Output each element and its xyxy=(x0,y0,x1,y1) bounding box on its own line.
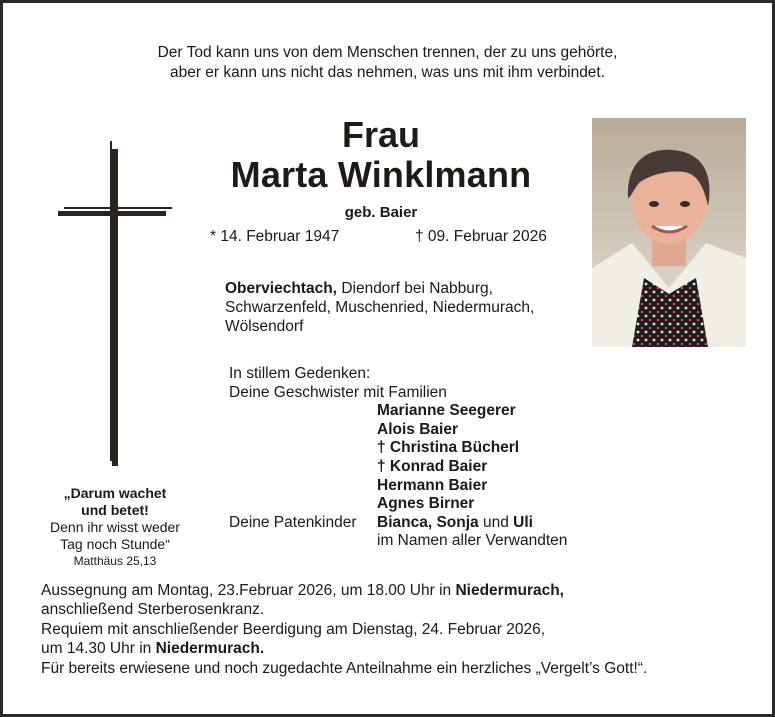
mourner-name: † Konrad Baier xyxy=(377,457,488,475)
bible-line-1: „Darum wachet xyxy=(63,485,167,501)
places-rest: Diendorf bei Nabburg, xyxy=(341,280,493,297)
godchildren-names: Bianca, Sonja xyxy=(377,513,479,531)
closing-row xyxy=(229,532,567,551)
mourners-intro: In stillem Gedenken: xyxy=(229,365,371,382)
bible-line-4: Tag noch Stunde“ xyxy=(60,536,170,552)
bible-line-3: Denn ihr wisst weder xyxy=(50,519,180,535)
deceased-name: Marta Winklmann xyxy=(230,154,532,195)
funeral-details xyxy=(41,581,647,678)
footer-line-2: anschließend Sterberosenkranz. xyxy=(41,601,265,619)
blessing-place: Niedermurach, xyxy=(455,582,564,599)
mourner-name: Hermann Baier xyxy=(377,476,488,494)
godchildren-last: Uli xyxy=(513,513,533,531)
quote-line-2: aber er kann uns nicht das nehmen, was uns mit ihm verbindet. xyxy=(169,64,606,81)
mourner-row xyxy=(229,477,567,496)
places-line-2: Schwarzenfeld, Muschenried, Niedermurach, xyxy=(225,299,535,316)
godchildren-label: Deine Patenkinder xyxy=(229,513,357,531)
deceased-title: Frau xyxy=(341,114,420,155)
footer-line-3: Requiem mit anschließender Beerdigung am Dienstag, 24. Februar 2026, xyxy=(41,620,546,638)
places-line-3: Wölsendorf xyxy=(225,318,304,335)
mourner-name: Agnes Birner xyxy=(377,495,475,513)
places-line-1 xyxy=(225,279,534,298)
mourner-name: Marianne Seegerer xyxy=(377,402,516,420)
mourner-row xyxy=(229,458,567,477)
requiem-time: um 14.30 Uhr in xyxy=(41,640,152,658)
bible-line-2: und betet! xyxy=(81,502,149,518)
mourner-row xyxy=(229,402,567,421)
mourner-row xyxy=(229,421,567,440)
birth-name: geb. Baier xyxy=(344,204,418,221)
footer-line-5: Für bereits erwiesene und noch zugedachte Anteilnahme ein herzliches „Vergelt’s Gott!“. xyxy=(41,659,648,677)
footer-line-1 xyxy=(41,581,647,600)
memorial-quote xyxy=(3,43,772,83)
requiem-place: Niedermurach. xyxy=(155,640,265,658)
bible-quote xyxy=(33,485,197,569)
quote-line-1: Der Tod kann uns von dem Menschen trennen, der zu uns gehörte, xyxy=(157,44,618,61)
mourner-name: † Christina Bücherl xyxy=(377,439,520,457)
siblings-label: Deine Geschwister mit Familien xyxy=(229,383,447,401)
blessing-text: Aussegnung am Montag, 23.Februar 2026, um 18.00 Uhr in xyxy=(41,582,452,599)
portrait-illustration xyxy=(592,118,746,347)
birth-date: * 14. Februar 1947 xyxy=(210,228,340,245)
mourner-row xyxy=(229,495,567,514)
mourner-name: Alois Baier xyxy=(377,420,458,438)
places-list xyxy=(225,279,534,336)
bible-reference: Matthäus 25,13 xyxy=(73,554,157,568)
latin-cross-icon xyxy=(56,141,176,471)
godchildren-and: und xyxy=(482,513,509,531)
mourners-closing: im Namen aller Verwandten xyxy=(377,532,568,550)
footer-line-4 xyxy=(41,639,647,658)
portrait-photo xyxy=(592,118,746,347)
mourner-row xyxy=(229,439,567,458)
deceased-name-block xyxy=(221,115,541,195)
mourners-list xyxy=(229,365,567,551)
godchildren-row xyxy=(229,514,567,533)
death-date: † 09. Februar 2026 xyxy=(415,228,547,245)
places-main: Oberviechtach, xyxy=(225,280,337,297)
